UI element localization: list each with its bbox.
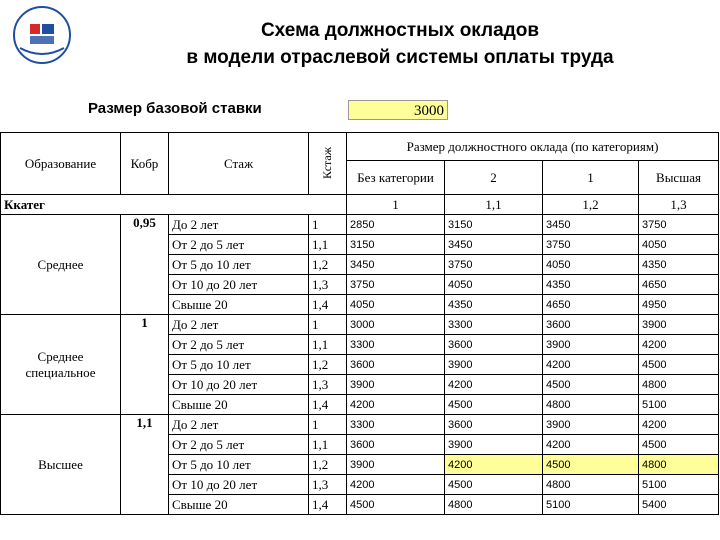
kstazh-cell: 1,4 [309, 495, 347, 515]
header-salary-by-category: Размер должностного оклада (по категориям) [347, 133, 719, 161]
kobr-cell: 1 [121, 315, 169, 415]
experience-cell: До 2 лет [169, 415, 309, 435]
kstazh-cell: 1,1 [309, 335, 347, 355]
experience-cell: От 2 до 5 лет [169, 435, 309, 455]
kkat-value: 1,2 [543, 195, 639, 215]
salary-cell[interactable]: 3750 [445, 255, 543, 275]
salary-cell[interactable]: 4200 [639, 335, 719, 355]
salary-cell[interactable]: 3300 [445, 315, 543, 335]
table-row [1, 215, 719, 235]
category-header: Высшая [639, 161, 719, 195]
salary-cell[interactable]: 3900 [543, 415, 639, 435]
education-cell: Среднее специальное [1, 315, 121, 415]
salary-cell[interactable]: 3450 [445, 235, 543, 255]
education-cell: Высшее [1, 415, 121, 515]
salary-cell[interactable]: 3900 [347, 375, 445, 395]
header-kstazh: Кстаж [309, 133, 347, 195]
experience-cell: От 10 до 20 лет [169, 475, 309, 495]
salary-cell[interactable]: 3000 [347, 315, 445, 335]
page-title-line-2: в модели отраслевой системы оплаты труда [186, 47, 614, 68]
salary-cell[interactable]: 4500 [347, 495, 445, 515]
salary-cell[interactable]: 4800 [543, 475, 639, 495]
salary-cell[interactable]: 4350 [639, 255, 719, 275]
experience-cell: От 10 до 20 лет [169, 275, 309, 295]
experience-cell: От 10 до 20 лет [169, 375, 309, 395]
salary-cell[interactable]: 4500 [445, 475, 543, 495]
salary-cell[interactable]: 4350 [543, 275, 639, 295]
experience-cell: От 5 до 10 лет [169, 455, 309, 475]
salary-cell[interactable]: 4200 [347, 475, 445, 495]
spreadsheet [0, 98, 720, 540]
salary-cell[interactable]: 4200 [445, 375, 543, 395]
salary-cell[interactable]: 4200 [639, 415, 719, 435]
kkat-value: 1 [347, 195, 445, 215]
base-rate-label: Размер базовой ставки [88, 100, 262, 117]
salary-cell[interactable]: 4800 [639, 375, 719, 395]
salary-cell[interactable]: 3600 [543, 315, 639, 335]
experience-cell: До 2 лет [169, 215, 309, 235]
salary-table [0, 132, 719, 515]
header-kobr: Кобр [121, 133, 169, 195]
kstazh-cell: 1,3 [309, 275, 347, 295]
category-header: 2 [445, 161, 543, 195]
base-rate-cell[interactable]: 3000 [348, 100, 448, 120]
salary-cell[interactable]: 3750 [543, 235, 639, 255]
salary-cell[interactable]: 3150 [445, 215, 543, 235]
header-education: Образование [1, 133, 121, 195]
salary-cell[interactable]: 3900 [347, 455, 445, 475]
kstazh-cell: 1,4 [309, 395, 347, 415]
salary-cell[interactable]: 4200 [543, 435, 639, 455]
experience-cell: От 2 до 5 лет [169, 235, 309, 255]
salary-cell[interactable]: 4650 [543, 295, 639, 315]
salary-cell[interactable]: 4500 [445, 395, 543, 415]
salary-cell[interactable]: 5100 [543, 495, 639, 515]
salary-cell[interactable]: 5100 [639, 475, 719, 495]
salary-cell[interactable]: 4050 [347, 295, 445, 315]
experience-cell: От 5 до 10 лет [169, 255, 309, 275]
salary-cell[interactable]: 2850 [347, 215, 445, 235]
experience-cell: Свыше 20 [169, 295, 309, 315]
kstazh-cell: 1,1 [309, 235, 347, 255]
salary-cell[interactable]: 3750 [347, 275, 445, 295]
kkat-value: 1,1 [445, 195, 543, 215]
experience-cell: До 2 лет [169, 315, 309, 335]
salary-cell[interactable]: 4050 [445, 275, 543, 295]
salary-cell[interactable]: 4050 [639, 235, 719, 255]
salary-cell[interactable]: 3600 [347, 355, 445, 375]
salary-cell[interactable]: 3900 [543, 335, 639, 355]
salary-cell[interactable]: 3600 [445, 335, 543, 355]
kstazh-cell: 1,3 [309, 375, 347, 395]
salary-cell[interactable]: 4800 [543, 395, 639, 415]
kobr-cell: 1,1 [121, 415, 169, 515]
salary-cell[interactable]: 3300 [347, 415, 445, 435]
salary-cell[interactable]: 4500 [543, 455, 639, 475]
education-cell: Среднее [1, 215, 121, 315]
salary-cell[interactable]: 4050 [543, 255, 639, 275]
salary-cell[interactable]: 5400 [639, 495, 719, 515]
kkat-label: Ккатег [1, 195, 347, 215]
table-row [1, 415, 719, 435]
salary-cell[interactable]: 4800 [639, 455, 719, 475]
salary-cell[interactable]: 3750 [639, 215, 719, 235]
page-title-line-1: Схема должностных окладов [260, 20, 540, 41]
table-row [1, 315, 719, 335]
salary-cell[interactable]: 3150 [347, 235, 445, 255]
kstazh-cell: 1,2 [309, 255, 347, 275]
national-project-logo [6, 4, 78, 66]
salary-cell[interactable]: 4200 [347, 395, 445, 415]
salary-cell[interactable]: 4500 [543, 375, 639, 395]
kstazh-cell: 1,4 [309, 295, 347, 315]
kstazh-cell: 1,3 [309, 475, 347, 495]
salary-cell[interactable]: 4200 [445, 455, 543, 475]
header-experience: Стаж [169, 133, 309, 195]
salary-cell[interactable]: 4200 [543, 355, 639, 375]
salary-cell[interactable]: 3600 [347, 435, 445, 455]
salary-cell[interactable]: 3900 [445, 435, 543, 455]
salary-cell[interactable]: 4650 [639, 275, 719, 295]
kstazh-cell: 1,2 [309, 355, 347, 375]
experience-cell: От 5 до 10 лет [169, 355, 309, 375]
kstazh-cell: 1 [309, 415, 347, 435]
salary-cell[interactable]: 4800 [445, 495, 543, 515]
experience-cell: От 2 до 5 лет [169, 335, 309, 355]
salary-cell[interactable]: 3300 [347, 335, 445, 355]
salary-cell[interactable]: 4500 [639, 355, 719, 375]
kstazh-cell: 1,2 [309, 455, 347, 475]
kstazh-cell: 1 [309, 215, 347, 235]
salary-cell[interactable]: 4950 [639, 295, 719, 315]
salary-cell[interactable]: 4500 [639, 435, 719, 455]
salary-cell[interactable]: 5100 [639, 395, 719, 415]
kkat-value: 1,3 [639, 195, 719, 215]
kstazh-cell: 1,1 [309, 435, 347, 455]
category-header: Без категории [347, 161, 445, 195]
category-header: 1 [543, 161, 639, 195]
salary-cell[interactable]: 4350 [445, 295, 543, 315]
kstazh-cell: 1 [309, 315, 347, 335]
salary-cell[interactable]: 3600 [445, 415, 543, 435]
salary-cell[interactable]: 3450 [543, 215, 639, 235]
kobr-cell: 0,95 [121, 215, 169, 315]
experience-cell: Свыше 20 [169, 495, 309, 515]
experience-cell: Свыше 20 [169, 395, 309, 415]
salary-cell[interactable]: 3900 [639, 315, 719, 335]
salary-cell[interactable]: 3450 [347, 255, 445, 275]
salary-cell[interactable]: 3900 [445, 355, 543, 375]
